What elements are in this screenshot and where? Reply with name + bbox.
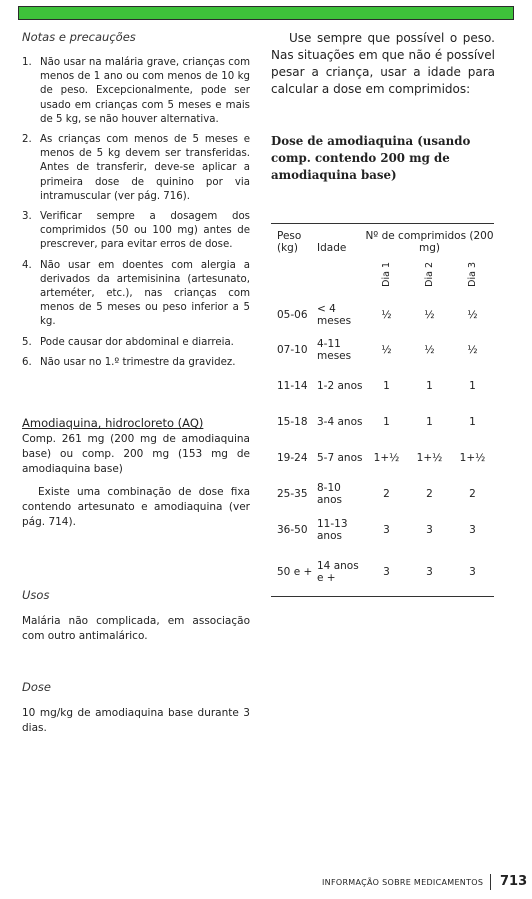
cell-peso: 07-10 <box>277 344 308 356</box>
drug-combination-note: Existe uma combinação de dose fixa contendo artesunato e amodiaquina (ver pág. 714). <box>22 486 250 529</box>
cell-idade: 11-13 anos <box>317 518 348 542</box>
uses-heading: Usos <box>22 588 50 603</box>
cell-dia-3: 1 <box>469 380 476 392</box>
item-text: Não usar na malária grave, crianças com menos de 1 ano ou com menos de 10 kg de peso. Excepcionalmente, pode ser usado em crianças com 5 meses e mais de 5 kg, se não houver alternativa. <box>40 57 250 125</box>
drug-composition: Comp. 261 mg (200 mg de amodiaquina base) ou comp. 200 mg (153 mg de amodiaquina base) <box>22 433 250 476</box>
header-dia-2: Dia 2 <box>424 262 435 287</box>
table-header-row <box>271 224 494 255</box>
intro-text: Use sempre que possível o peso. Nas situações em que não é possível pesar a criança, usar a idade para calcular a dose em comprimidos: <box>271 31 495 96</box>
cell-dia-2: ½ <box>424 309 435 321</box>
cell-peso: 05-06 <box>277 309 308 321</box>
item-text: Verificar sempre a dosagem dos comprimidos (50 ou 100 mg) antes de prescrever, para evitar erros de dose. <box>40 211 250 251</box>
cell-dia-3: 1+½ <box>459 452 486 464</box>
footer-section-label: INFORMAÇÃO SOBRE MEDICAMENTOS <box>322 878 484 887</box>
cell-peso: 36-50 <box>277 524 308 536</box>
right-column <box>271 30 495 584</box>
table-row <box>271 368 494 404</box>
list-item <box>22 210 250 253</box>
cell-peso: 19-24 <box>277 452 308 464</box>
header-bar <box>18 6 514 20</box>
cell-dia-3: ½ <box>467 344 478 356</box>
list-item <box>22 259 250 330</box>
cell-dia-2: 1 <box>426 416 433 428</box>
cell-dia-2: 3 <box>426 565 433 578</box>
item-number: 2. <box>22 134 32 146</box>
table-row <box>271 512 494 548</box>
table-row <box>271 298 494 332</box>
notes-heading: Notas e precauções <box>22 30 136 44</box>
item-text: As crianças com menos de 5 meses e menos de 5 kg devem ser transferidas. Antes de transferir, deve-se aplicar a primeira dose de quinino por via intramuscular (ver pág. 716). <box>40 134 250 202</box>
cell-dia-3: 1 <box>469 416 476 428</box>
cell-peso: 11-14 <box>277 380 308 392</box>
cell-peso: 50 e + <box>277 565 313 578</box>
table-title: Dose de amodiaquina (usando comp. contendo 200 mg de amodiaquina base) <box>271 134 471 182</box>
left-column <box>22 30 250 736</box>
item-number: 4. <box>22 259 32 271</box>
notes-list <box>22 56 250 370</box>
item-text: Pode causar dor abdominal e diarreia. <box>40 336 234 348</box>
page-number: 713 <box>500 874 528 889</box>
cell-dia-1: 1+½ <box>373 452 400 464</box>
cell-peso: 15-18 <box>277 416 308 428</box>
cell-idade: 1-2 anos <box>317 380 363 392</box>
item-number: 1. <box>22 57 32 68</box>
item-text: Não usar no 1.º trimestre da gravidez. <box>40 356 236 368</box>
cell-dia-1: 1 <box>383 380 390 392</box>
cell-dia-1: ½ <box>381 309 392 321</box>
cell-idade: 4-11 meses <box>317 338 352 362</box>
header-dia-1: Dia 1 <box>381 262 392 287</box>
table-row <box>271 548 494 596</box>
dose-table <box>271 223 494 597</box>
cell-idade: < 4 meses <box>317 303 352 327</box>
list-item <box>22 133 250 204</box>
cell-dia-2: 2 <box>426 488 433 500</box>
header-dia-3: Dia 3 <box>467 262 478 287</box>
cell-dia-2: 3 <box>426 524 433 536</box>
cell-dia-3: 3 <box>469 524 476 536</box>
item-number: 5. <box>22 336 32 348</box>
footer-divider <box>490 874 491 890</box>
cell-dia-1: 2 <box>383 488 390 500</box>
item-text: Não usar em doentes com alergia a derivados da artemisinina (artesunato, arteméter, etc.), nas crianças com menos de 5 meses ou peso inferior a 5 kg. <box>40 259 250 328</box>
table-row <box>271 332 494 368</box>
list-item <box>22 56 250 127</box>
cell-dia-2: ½ <box>424 344 435 356</box>
table-row <box>271 404 494 440</box>
cell-idade: 3-4 anos <box>317 416 363 428</box>
cell-dia-1: 1 <box>383 416 390 428</box>
cell-dia-2: 1 <box>426 380 433 392</box>
cell-peso: 25-35 <box>277 488 308 500</box>
cell-dia-3: 2 <box>469 488 476 500</box>
cell-idade: 5-7 anos <box>317 452 363 464</box>
cell-dia-2: 1+½ <box>416 452 443 464</box>
header-idade: Idade <box>317 242 347 254</box>
cell-idade: 8-10 anos <box>317 482 342 506</box>
table-row <box>271 440 494 476</box>
dose-heading: Dose <box>22 680 51 695</box>
cell-dia-1: 3 <box>383 524 390 536</box>
cell-dia-3: ½ <box>467 309 478 321</box>
uses-text: Malária não complicada, em associação com outro antimalárico. <box>22 615 250 643</box>
header-peso: Peso (kg) <box>277 230 302 254</box>
item-number: 3. <box>22 211 32 223</box>
cell-dia-3: 3 <box>469 565 476 578</box>
table-row <box>271 476 494 512</box>
header-comprimidos: Nº de comprimidos (200 mg) <box>365 230 494 254</box>
cell-dia-1: 3 <box>383 565 390 578</box>
list-item <box>22 336 250 350</box>
item-number: 6. <box>22 356 32 368</box>
list-item <box>22 356 250 370</box>
cell-idade: 14 anos e + <box>317 559 359 584</box>
cell-dia-1: ½ <box>381 344 392 356</box>
dose-text: 10 mg/kg de amodiaquina base durante 3 dias. <box>22 707 250 735</box>
drug-title: Amodiaquina, hidrocloreto (AQ) <box>22 416 204 431</box>
